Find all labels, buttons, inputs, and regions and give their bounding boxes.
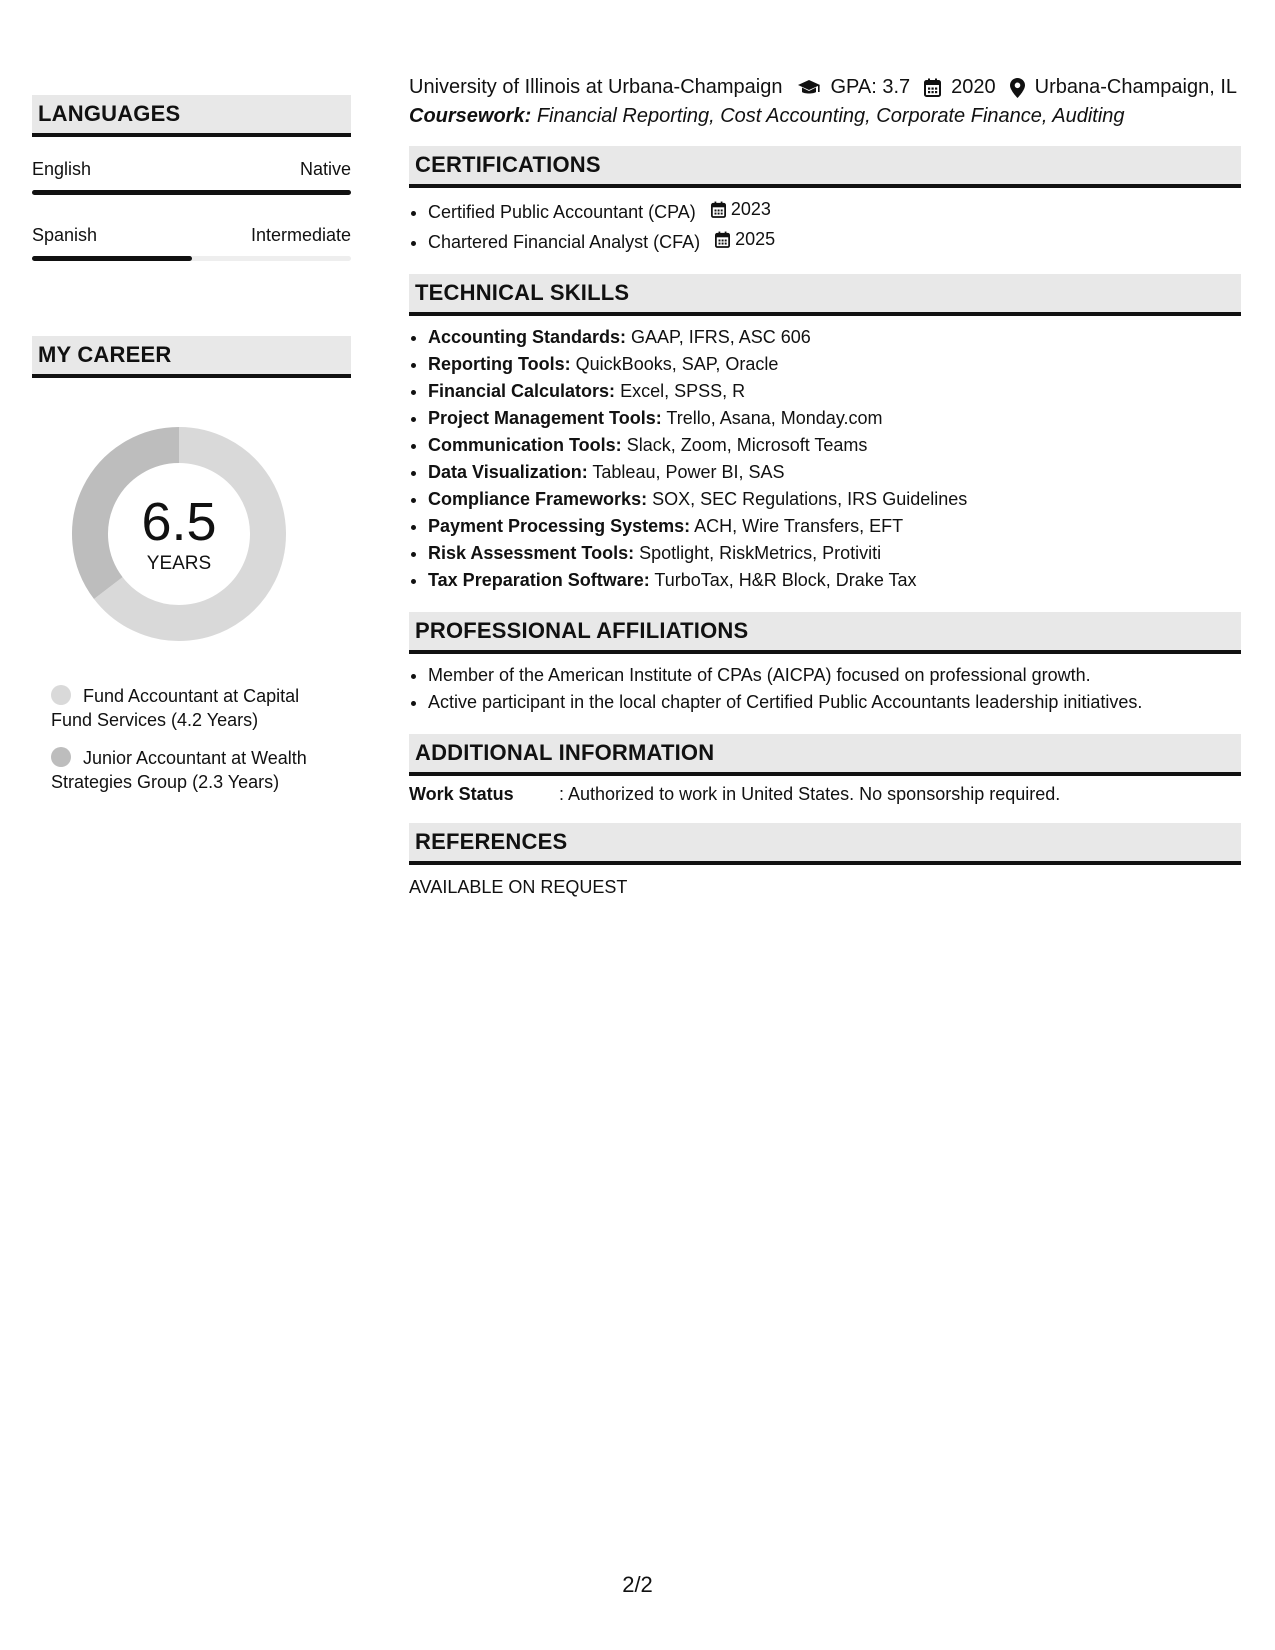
- skill-item: [428, 405, 1241, 432]
- skill-value: SOX, SEC Regulations, IRS Guidelines: [652, 489, 968, 509]
- affiliations-list: [409, 662, 1241, 716]
- education-school: University of Illinois at Urbana-Champaign: [409, 76, 783, 98]
- references-section: [409, 823, 1241, 898]
- skill-value: GAAP, IFRS, ASC 606: [631, 327, 811, 347]
- legend-dot-icon: [51, 747, 71, 767]
- certification-item: [428, 226, 1241, 256]
- career-legend-label: Junior Accountant at Wealth Strategies Group (2.3 Years): [51, 748, 307, 792]
- coursework-line: [409, 105, 1241, 128]
- career-donut-chart: [65, 420, 293, 648]
- skill-label: Compliance Frameworks:: [428, 489, 648, 509]
- skill-value: Excel, SPSS, R: [620, 381, 746, 401]
- skill-value: TurboTax, H&R Block, Drake Tax: [654, 570, 917, 590]
- career-years-unit: YEARS: [146, 553, 212, 574]
- calendar-icon: [711, 201, 726, 218]
- language-name: English: [32, 159, 92, 179]
- skill-item: [428, 459, 1241, 486]
- skill-value: Tableau, Power BI, SAS: [592, 462, 785, 482]
- references-text: AVAILABLE ON REQUEST: [409, 877, 628, 897]
- skill-label: Financial Calculators:: [428, 381, 616, 401]
- education-location: Urbana-Champaign, IL: [1034, 76, 1238, 98]
- graduation-cap-icon: [797, 79, 821, 97]
- skill-item: [428, 432, 1241, 459]
- languages-heading: LANGUAGES: [32, 95, 351, 137]
- certifications-heading: CERTIFICATIONS: [409, 146, 1241, 188]
- skill-label: Risk Assessment Tools:: [428, 543, 635, 563]
- education-line: [409, 76, 1241, 99]
- language-proficiency-bar: [32, 190, 351, 195]
- language-level: Intermediate: [250, 225, 351, 245]
- skill-item: [428, 351, 1241, 378]
- certification-year: 2023: [730, 199, 771, 219]
- technical-skills-list: [409, 324, 1241, 594]
- skill-item: [428, 486, 1241, 513]
- skill-item: [428, 540, 1241, 567]
- skill-label: Data Visualization:: [428, 462, 588, 482]
- affiliation-item: • Active participant in the local chapter of Certified Public Accountants leadership initiatives.: [428, 689, 1241, 716]
- skill-value: Spotlight, RiskMetrics, Protiviti: [639, 543, 882, 563]
- additional-info-heading: ADDITIONAL INFORMATION: [409, 734, 1241, 776]
- technical-skills-section: [409, 274, 1241, 594]
- career-legend-item: [51, 684, 336, 732]
- language-proficiency-fill: [32, 256, 192, 261]
- affiliations-heading: PROFESSIONAL AFFILIATIONS: [409, 612, 1241, 654]
- calendar-icon: [715, 231, 730, 248]
- certifications-list: [409, 196, 1241, 256]
- career-legend-label: Fund Accountant at Capital Fund Services (4.2 Years): [51, 686, 300, 730]
- skill-value: Slack, Zoom, Microsoft Teams: [626, 435, 868, 455]
- location-pin-icon: [1010, 78, 1025, 98]
- skill-label: Tax Preparation Software:: [428, 570, 650, 590]
- language-proficiency-fill: [32, 190, 351, 195]
- certification-item: [428, 196, 1241, 226]
- coursework-value: Financial Reporting, Cost Accounting, Corporate Finance, Auditing: [536, 105, 1125, 127]
- page-number: 2/2: [622, 1572, 653, 1597]
- work-status-label: Work Status: [409, 784, 514, 804]
- education-year: 2020: [951, 76, 996, 98]
- references-heading: REFERENCES: [409, 823, 1241, 865]
- certifications-section: [409, 146, 1241, 256]
- skill-item: [428, 513, 1241, 540]
- language-level: Native: [299, 159, 351, 179]
- career-legend: [32, 684, 336, 794]
- certification-name: Chartered Financial Analyst (CFA): [428, 232, 701, 252]
- certification-name: Certified Public Accountant (CPA): [428, 202, 696, 222]
- skill-label: Payment Processing Systems:: [428, 516, 691, 536]
- legend-dot-icon: [51, 685, 71, 705]
- career-heading: MY CAREER: [32, 336, 351, 378]
- skill-value: Trello, Asana, Monday.com: [666, 408, 883, 428]
- skill-item: [428, 324, 1241, 351]
- skill-label: Accounting Standards:: [428, 327, 627, 347]
- skill-value: QuickBooks, SAP, Oracle: [575, 354, 779, 374]
- skill-label: Communication Tools:: [428, 435, 622, 455]
- skill-value: ACH, Wire Transfers, EFT: [694, 516, 904, 536]
- certification-year: 2025: [735, 229, 776, 249]
- language-item: [32, 159, 351, 195]
- education-gpa: GPA: 3.7: [830, 76, 911, 98]
- right-column: [409, 76, 1241, 898]
- career-total-years: 6.5: [141, 492, 217, 552]
- affiliations-section: [409, 612, 1241, 716]
- career-legend-item: [51, 746, 336, 794]
- language-item: [32, 225, 351, 261]
- skill-item: [428, 378, 1241, 405]
- additional-info-section: [409, 734, 1241, 805]
- work-status-value: : Authorized to work in United States. No sponsorship required.: [559, 784, 1061, 804]
- left-column: [32, 95, 351, 808]
- language-proficiency-bar: [32, 256, 351, 261]
- technical-skills-heading: TECHNICAL SKILLS: [409, 274, 1241, 316]
- coursework-label: Coursework:: [409, 105, 532, 127]
- calendar-icon: [924, 78, 941, 97]
- language-name: Spanish: [32, 225, 98, 245]
- skill-item: [428, 567, 1241, 594]
- skill-label: Project Management Tools:: [428, 408, 662, 428]
- skill-label: Reporting Tools:: [428, 354, 571, 374]
- affiliation-item: • Member of the American Institute of CPAs (AICPA) focused on professional growth.: [428, 662, 1241, 689]
